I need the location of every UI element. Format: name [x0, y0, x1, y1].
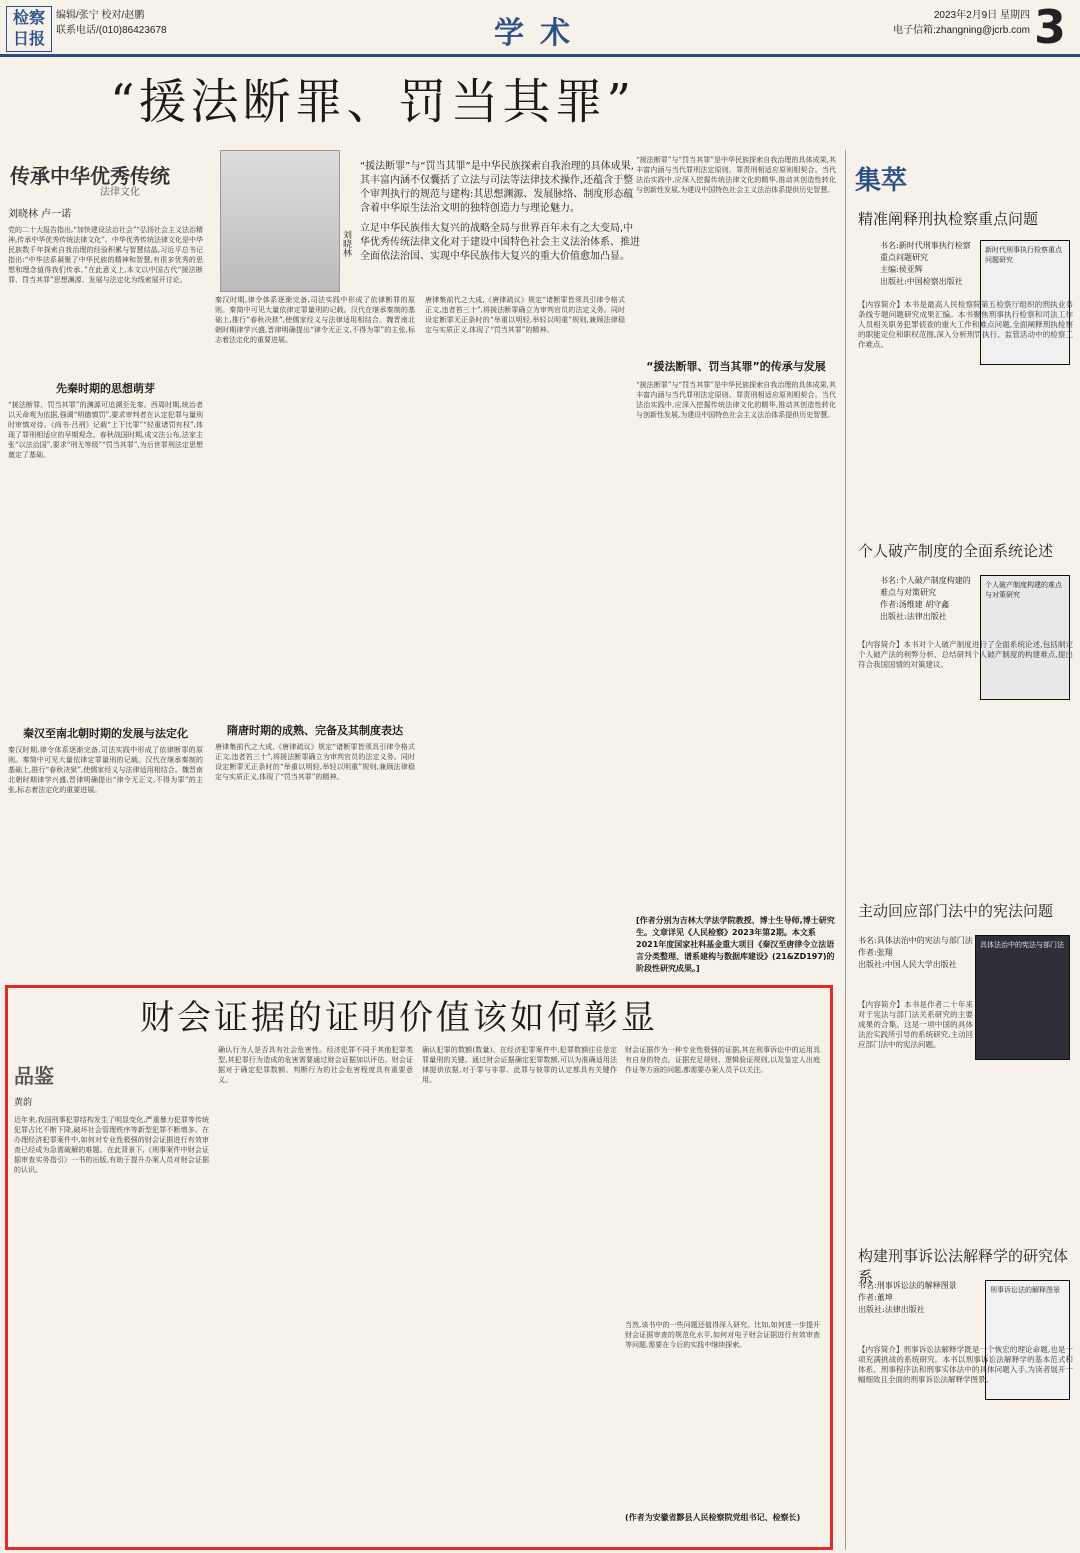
main-byline: 刘晓林 卢一诺: [8, 209, 72, 220]
main-para-3: 秦汉时期,律令体系逐渐完备,司法实践中形成了依律断罪的原则。秦简中可见大量依律定罪量刑的记载。汉代在继承秦制的基础上,推行“春秋决狱”,使儒家经义与法律适用相结合。魏晋南北朝时期律学兴盛,晋律明确提出“律令无正文,不得为罪”的主张,标志着法定化的重要进展。: [8, 746, 203, 794]
main-para-2: “援法断罪、罚当其罪”的渊源可追溯至先秦。西周时期,统治者以天命观为依据,强调“明德慎罚”,要求审判者在认定犯罪与量刑时审慎对待。《尚书·吕刑》记载“上下比罪”“轻重诸罚有权”,体现了罪刑相适应的早期观念。春秋战国时期,成文法公布,法家主张“以法治国”,要求“刑无等级”“罚当其罪”,为后世罪刑法定思想奠定了基础。: [8, 401, 203, 459]
book-3-author: 作者:张翔: [858, 948, 893, 957]
book-3-intro: 【内容简介】本书是作者二十年来对于宪法与部门法关系研究的主要成果的合集。这是一项中国的具体法治实践所引导的系统研究,主动回应部门法中的宪法问题。: [858, 1000, 973, 1049]
book-1-heading: 精准阐释刑执检察重点问题: [858, 210, 1039, 228]
lower-para-4: 财会证据作为一种专业性极强的证据,其在刑事诉讼中的运用具有自身的特点。证据充足规则、逻辑验证规则,以及鉴定人出庭作证等方面的问题,都需要办案人员予以关注。: [625, 1046, 820, 1074]
email: 电子信箱:zhangning@jcrb.com: [893, 25, 1030, 36]
book-2-heading: 个人破产制度的全面系统论述: [858, 542, 1054, 560]
issue-date: 2023年2月9日 星期四: [933, 10, 1030, 21]
main-para-4b: 唐律集前代之大成,《唐律疏议》规定“诸断罪皆须具引律令格式正文,违者笞三十”,将援法断罪确立为审判官员的法定义务。同时设定断罪无正条时的“举重以明轻,举轻以明重”规则,兼顾法律稳定与实质正义,体现了“罚当其罪”的精神。: [425, 296, 625, 334]
lower-para-2: 确认行为人是否具有社会危害性。经济犯罪不同于其他犯罪类型,其犯罪行为造成的危害需要通过财会证据加以评估。财会证据对于确定犯罪数额、判断行为的社会危害程度具有重要意义。: [218, 1046, 413, 1084]
subhead-4: “援法断罪、罚当其罪”的传承与发展: [646, 360, 826, 373]
book-3-name: 书名:具体法治中的宪法与部门法: [858, 936, 973, 945]
masthead: [0, 0, 1080, 60]
main-para-5b: “援法断罪”与“罚当其罪”是中华民族探索自我治理的具体成果,其丰富内涵与当代罪刑法定原则、罪责刑相适应原则相契合。当代法治实践中,应深入挖掘传统法律文化的精华,推动其创造性转化与创新性发展,为建设中国特色社会主义法治体系提供历史智慧。: [636, 381, 836, 419]
column-subtitle: 法律文化: [100, 187, 140, 198]
book-1-cover: 新时代刑事执行检察重点问题研究: [980, 240, 1070, 365]
book-4-author: 作者:董坤: [858, 1293, 893, 1302]
lower-author-note: (作者为安徽省黟县人民检察院党组书记、检察长): [625, 1513, 801, 1522]
main-para-5: “援法断罪”与“罚当其罪”是中华民族探索自我治理的具体成果,其丰富内涵与当代罪刑法定原则、罪责刑相适应原则相契合。当代法治实践中,应深入挖掘传统法律文化的精华,推动其创造性转化与创新性发展,为建设中国特色社会主义法治体系提供历史智慧。: [636, 156, 836, 194]
book-3-heading: 主动回应部门法中的宪法问题: [858, 902, 1054, 920]
main-para-3b: 秦汉时期,律令体系逐渐完备,司法实践中形成了依律断罪的原则。秦简中可见大量依律定罪量刑的记载。汉代在继承秦制的基础上,推行“春秋决狱”,使儒家经义与法律适用相结合。魏晋南北朝时期律学兴盛,晋律明确提出“律令无正文,不得为罪”的主张,标志着法定化的重要进展。: [215, 296, 415, 344]
subhead-1: 先秦时期的思想萌芽: [56, 382, 155, 395]
summary-para-1: “援法断罪”与“罚当其罪”是中华民族探索自我治理的具体成果,其丰富内涵不仅囊括了立法与司法等法律技术操作,还蕴含于整个审判执行的规范与建构:其思想渊源、发展脉络、制度形态蕴含着中华原生法治文明的独特创造力与理论魅力。: [360, 161, 634, 214]
column-divider: [845, 150, 846, 1550]
main-para-4: 唐律集前代之大成,《唐律疏议》规定“诸断罪皆须具引律令格式正文,违者笞三十”,将援法断罪确立为审判官员的法定义务。同时设定断罪无正条时的“举重以明轻,举轻以明重”规则,兼顾法律稳定与实质正义,体现了“罚当其罪”的精神。: [215, 743, 415, 781]
book-3-info: [858, 935, 973, 971]
book-1-publisher: 出版社:中国检察出版社: [880, 277, 963, 286]
editors: 编辑/张宁 校对/赵鹏: [56, 10, 145, 21]
jicui-title: 集萃: [855, 166, 908, 196]
book-2-author: 作者:汤维建 胡守鑫: [880, 600, 950, 609]
subhead-2: 秦汉至南北朝时期的发展与法定化: [23, 727, 188, 740]
top-rule: [0, 54, 1080, 57]
page-number: 3: [1034, 0, 1067, 54]
book-1-info: [880, 240, 975, 288]
lower-para-5: 当然,该书中的一些问题还值得深入研究。比如,如何进一步提升财会证据审查的规范化水平,如何对电子财会证据进行有效审查等问题,需要在今后的实践中继续探索。: [625, 1321, 820, 1349]
lower-byline: 黄韵: [14, 1098, 33, 1108]
book-1-name: 书名:新时代刑事执行检察重点问题研究: [880, 241, 971, 262]
edit-info: [56, 8, 167, 38]
book-2-info: [880, 575, 975, 623]
author-photo: [220, 150, 340, 292]
book-4-name: 书名:刑事诉讼法的解释图景: [858, 1281, 957, 1290]
main-para-1: 党的二十大报告指出,“加快建设法治社会”“弘扬社会主义法治精神,传承中华优秀传统法律文化”。中华优秀传统法律文化是中华民族数千年探索自我治理的经验积累与智慧结晶,习近平总书记指出:“中华法系凝聚了中华民族的精神和智慧,有很多优秀的思想和理念值得我们传承。”在此意义上,本文以中国古代“援法断罪、罚当其罪”思想渊源、发展与法定化为线索展开讨论。: [8, 226, 203, 284]
lower-para-3: 确认犯罪的数额(数量)。在经济犯罪案件中,犯罪数额往往是定罪量刑的关键。通过财会证据确定犯罪数额,可以为准确适用法律提供依据,对于罪与非罪、此罪与彼罪的认定都具有关键作用。: [422, 1046, 617, 1084]
book-2-publisher: 出版社:法律出版社: [880, 612, 947, 621]
book-4-cover: 刑事诉讼法的解释图景: [985, 1280, 1070, 1400]
lower-headline: 财会证据的证明价值该如何彰显: [140, 998, 658, 1038]
book-2-cover: 个人破产制度构建的难点与对策研究: [980, 575, 1070, 700]
book-4-publisher: 出版社:法律出版社: [858, 1305, 925, 1314]
main-author-note: [作者分别为吉林大学法学院教授、博士生导师,博士研究生。文章详见《人民检察》2023年第2期。本文系2021年度国家社科基金重大项目《秦汉至唐律令立法语言分类整理、谱系建构与数据库建设》(21&ZD197)的阶段性研究成果。]: [636, 916, 835, 973]
lower-para-1: 近年来,我国刑事犯罪结构发生了明显变化,严重暴力犯罪等传统犯罪占比不断下降,破坏社会管理秩序等新型犯罪不断增多。在办理经济犯罪案件中,如何对专业性极强的财会证据进行有效审查已经成为急需破解的难题。在此背景下,《刑事案件中财会证据审查实务指引》一书的出版,有助于提升办案人员对财会证据的认识。: [14, 1116, 209, 1174]
subhead-3: 隋唐时期的成熟、完备及其制度表达: [227, 724, 403, 737]
book-3-publisher: 出版社:中国人民大学出版社: [858, 960, 957, 969]
article-summary: [360, 160, 640, 270]
section-title: 学术: [494, 16, 586, 51]
book-4-intro: 【内容简介】刑事诉讼法解释学既是一个恢宏的理论命题,也是一项充满挑战的系统研究。本书以刑事诉讼法解释学的基本范式和体系、刑事程序法和刑事实体法中的具体问题入手,为读者展开一幅细致且全面的刑事诉讼法解释学图景。: [858, 1345, 1073, 1384]
newspaper-logo: 检察日报: [6, 6, 52, 52]
book-1-intro: 【内容简介】本书是最高人民检察院第五检察厅组织的刑执业务条线专题问题研究成果汇编。本书聚焦刑事执行检察和司法工作人员相关职务犯罪侦查的重大工作和难点问题,全面阐释刑执检察的职能定位和职权范围,深入分析刑罚执行、监管活动中的检察工作难点。: [858, 300, 1073, 349]
book-4-info: [858, 1280, 973, 1316]
book-2-name: 书名:个人破产制度构建的难点与对策研究: [880, 576, 971, 597]
date-info: [870, 8, 1030, 38]
summary-para-2: 立足中华民族伟大复兴的战略全局与世界百年未有之大变局,中华优秀传统法律文化对于建设中国特色社会主义法治体系、推进全面依法治国、实现中华民族伟大复兴的重大价值愈加凸显。: [360, 223, 640, 262]
book-3-cover: 具体法治中的宪法与部门法: [975, 935, 1070, 1060]
phone: 联系电话/(010)86423678: [56, 25, 167, 36]
main-headline: “援法断罪、罚当其罪”: [110, 74, 636, 130]
column-title: 传承中华优秀传统: [10, 164, 170, 188]
book-2-intro: 【内容简介】本书对个人破产制度进行了全面系统论述,包括制定个人破产法的利弊分析、总结研判个人破产制度的构建难点,提出符合我国国情的对策建议。: [858, 640, 1073, 669]
book-1-editor: 主编:侯亚辉: [880, 265, 923, 274]
photo-caption: 刘晓林: [341, 230, 351, 257]
book-4-heading: 构建刑事诉讼法解释学的研究体系: [858, 1247, 1069, 1286]
lower-column: 品鉴: [14, 1064, 54, 1088]
